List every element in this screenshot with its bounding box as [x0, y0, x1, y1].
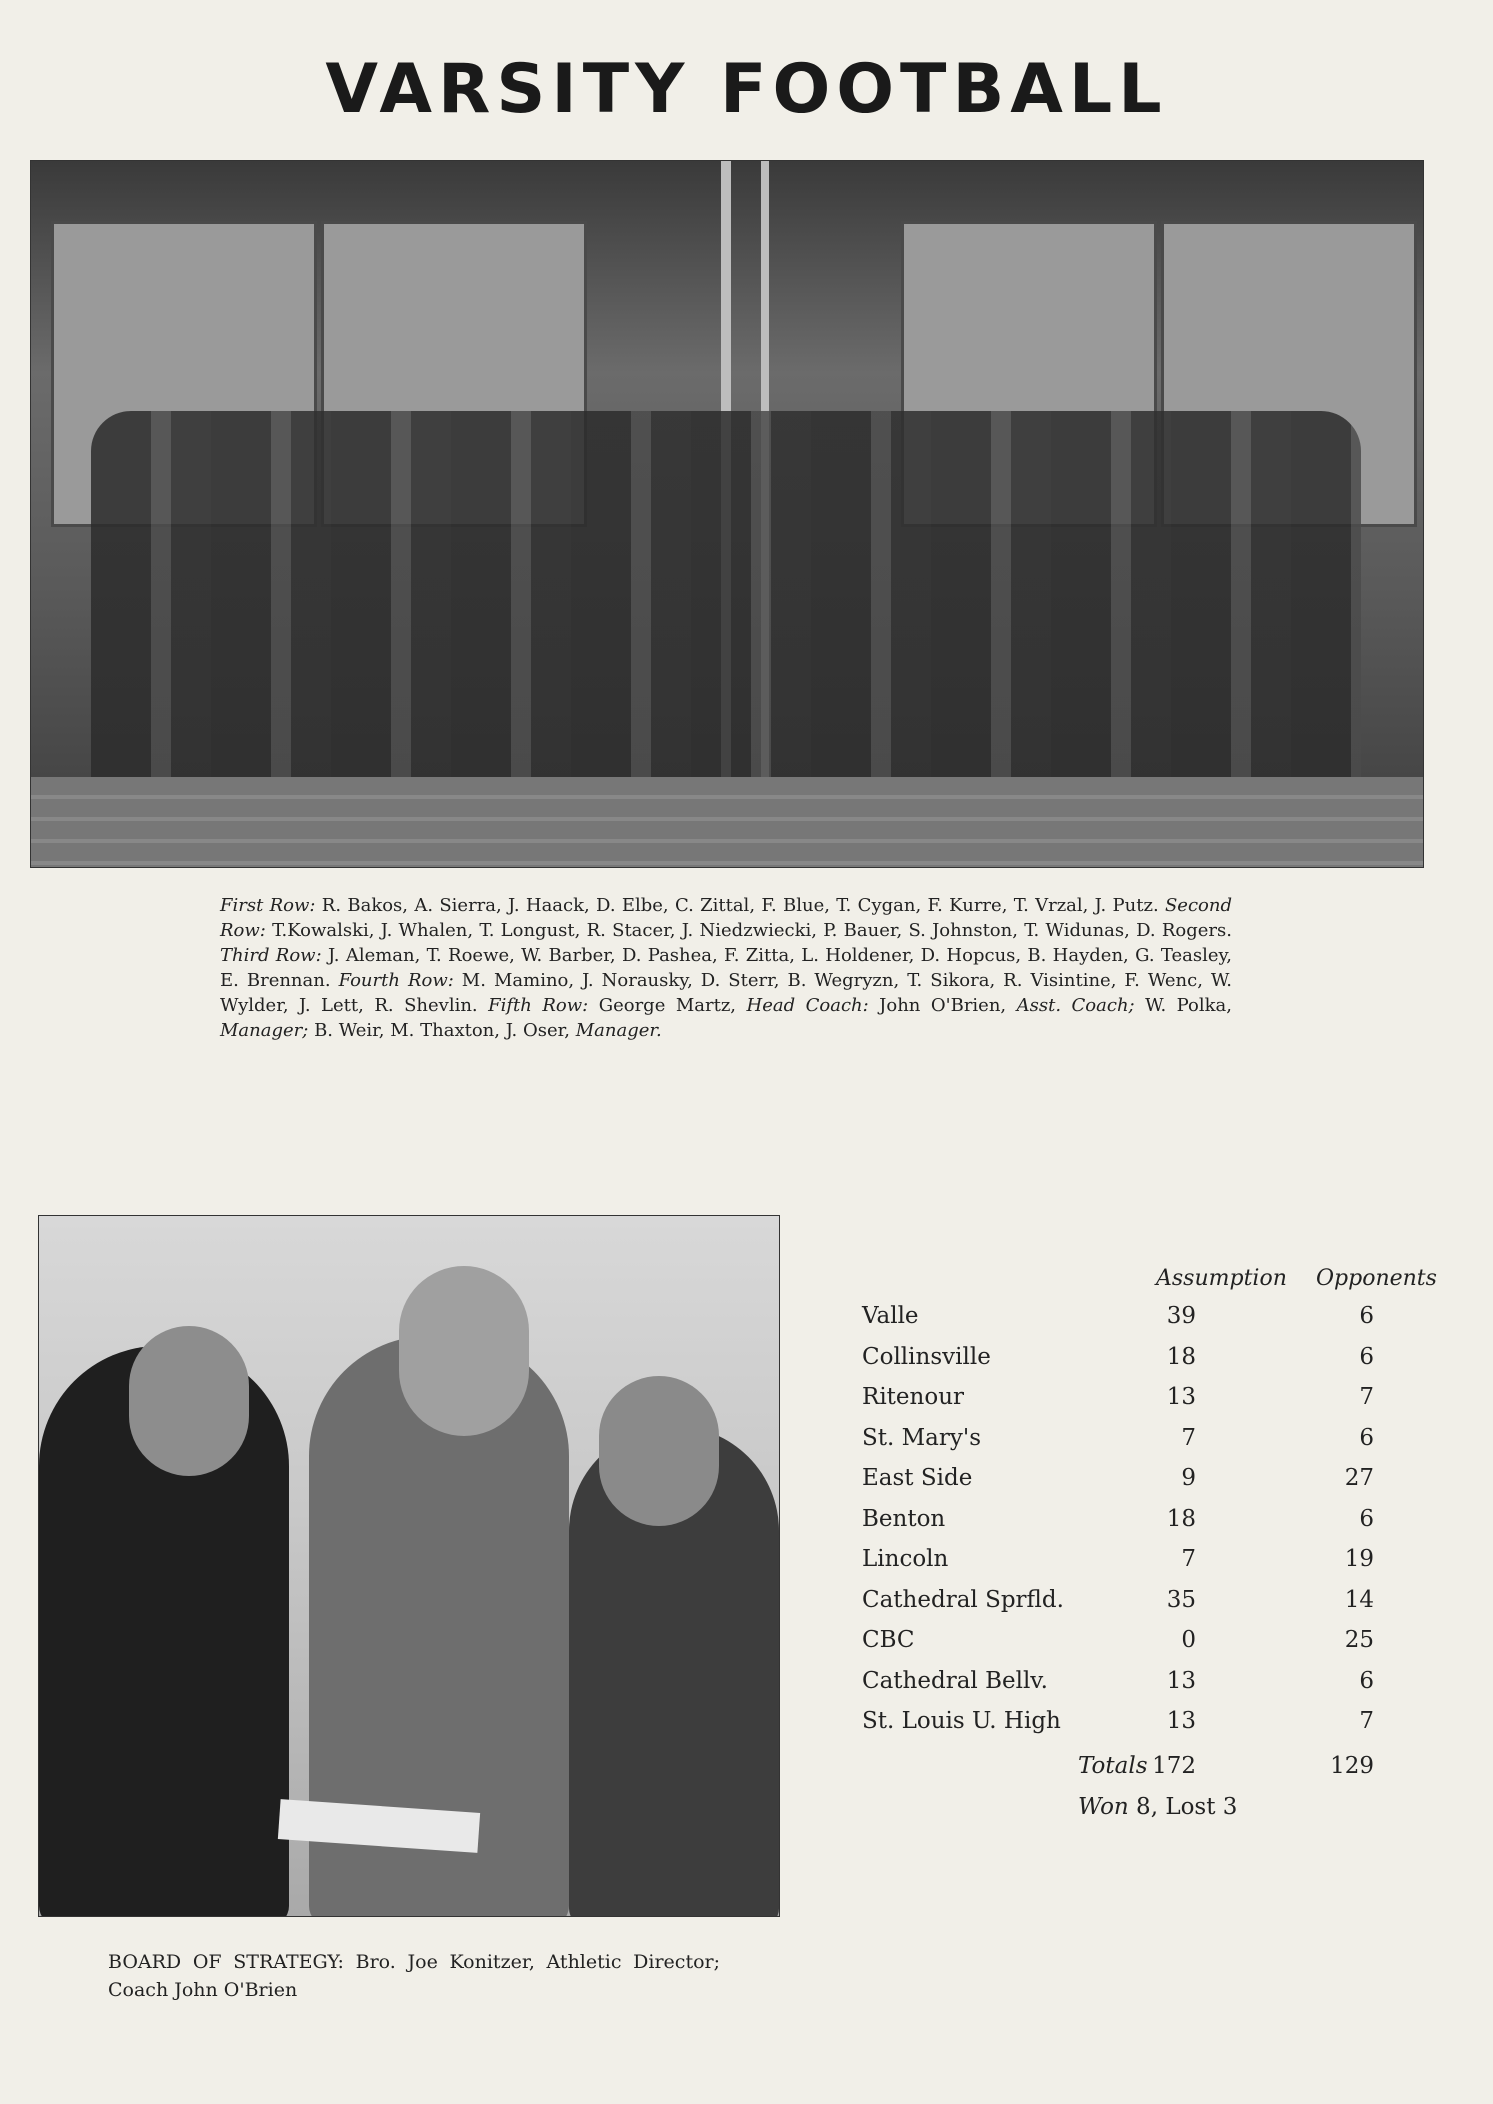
opponent-name: Benton: [862, 1505, 946, 1532]
opponent-name: St. Louis U. High: [862, 1708, 1061, 1734]
fifth-row-names-a: George Martz,: [588, 995, 747, 1016]
assumption-score: 18: [1166, 1505, 1196, 1532]
assumption-score: 7: [1181, 1424, 1196, 1451]
opponent-score: 27: [1344, 1465, 1374, 1491]
assumption-score: 39: [1166, 1303, 1196, 1329]
opponent-score: 6: [1359, 1667, 1374, 1694]
schedule-row: [862, 1384, 1406, 1425]
opponent-score: 6: [1359, 1343, 1374, 1370]
opponent-score: 6: [1359, 1424, 1374, 1451]
opponent-score: 7: [1359, 1384, 1374, 1410]
fifth-row-names-d: B. Weir, M. Thaxton, J. Oser,: [308, 1020, 576, 1041]
fifth-row-names-b: John O'Brien,: [868, 995, 1017, 1016]
assumption-score: 7: [1181, 1546, 1196, 1572]
opponent-score: 14: [1344, 1586, 1374, 1613]
second-row-names: T.Kowalski, J. Whalen, T. Longust, R. Stacer, J. Niedzwiecki, P. Bauer, S. Johnston, T. Widunas, D. Rogers.: [265, 920, 1232, 941]
assumption-score: 9: [1181, 1465, 1196, 1491]
first-row-label: First Row:: [220, 895, 316, 916]
opponent-score: 7: [1359, 1708, 1374, 1734]
schedule-row: [862, 1546, 1406, 1587]
opponent-score: 25: [1344, 1627, 1374, 1653]
assumption-score: 35: [1166, 1586, 1196, 1613]
schedule-row: [862, 1587, 1406, 1628]
page-title: VARSITY FOOTBALL: [325, 50, 1168, 129]
opponent-name: Ritenour: [862, 1384, 964, 1410]
fourth-row-names: M. Mamino, J. Norausky, D. Sterr, B. Wegryzn, T. Sikora, R. Visintine, F. Wenc, W. Wylder, J. Lett, R. Shevlin.: [220, 970, 1232, 1016]
record-text: 8, Lost 3: [1128, 1794, 1238, 1820]
opponent-name: St. Mary's: [862, 1424, 981, 1451]
schedule-row: [862, 1425, 1406, 1466]
fourth-row-label: Fourth Row:: [338, 970, 454, 991]
won-label: Won: [1078, 1794, 1129, 1820]
schedule-row: [862, 1708, 1406, 1749]
schedule-row: [862, 1668, 1406, 1709]
team-roster-caption: [220, 893, 1232, 1043]
asst-coach-label: Asst. Coach;: [1016, 995, 1135, 1016]
totals-label: Totals: [1078, 1753, 1148, 1779]
schedule-table: [862, 1303, 1406, 1749]
opponent-score: 19: [1344, 1546, 1374, 1572]
manager-label-2: Manager.: [575, 1020, 662, 1041]
assumption-score: 13: [1166, 1708, 1196, 1734]
staff-caption: BOARD OF STRATEGY: Bro. Joe Konitzer, Athletic Director; Coach John O'Brien: [108, 1951, 720, 2001]
fifth-row-label: Fifth Row:: [488, 995, 589, 1016]
first-row-names: R. Bakos, A. Sierra, J. Haack, D. Elbe, C. Zittal, F. Blue, T. Cygan, F. Kurre, T. Vrzal, J. Putz.: [315, 895, 1165, 916]
opponents-column-header: Opponents: [1316, 1266, 1437, 1291]
third-row-names: J. Aleman, T. Roewe, W. Barber, D. Pashea, F. Zitta, L. Holdener, D. Hopcus, B. Hayden, G. Teasley, E. Brennan.: [220, 945, 1232, 991]
opponent-name: Cathedral Sprfld.: [862, 1586, 1064, 1613]
opponent-name: Lincoln: [862, 1546, 949, 1572]
head-coach-label: Head Coach:: [746, 995, 869, 1016]
opponent-name: Valle: [862, 1303, 919, 1329]
opponent-name: East Side: [862, 1465, 973, 1491]
schedule-row: [862, 1627, 1406, 1668]
totals-opponents: 129: [1330, 1753, 1374, 1779]
second-row-label: Second Row:: [220, 895, 1232, 941]
third-row-label: Third Row:: [220, 945, 322, 966]
opponent-score: 6: [1359, 1303, 1374, 1329]
season-record: [1078, 1794, 1237, 1820]
schedule-row: [862, 1344, 1406, 1385]
assumption-score: 13: [1166, 1667, 1196, 1694]
assumption-score: 0: [1181, 1627, 1196, 1653]
staff-photo: [38, 1215, 780, 1917]
assumption-column-header: Assumption: [1156, 1266, 1287, 1291]
fifth-row-names-c: W. Polka,: [1134, 995, 1232, 1016]
schedule-row: [862, 1465, 1406, 1506]
totals-row: [862, 1753, 1406, 1793]
assumption-score: 13: [1166, 1384, 1196, 1410]
opponent-name: Collinsville: [862, 1343, 991, 1370]
schedule-row: [862, 1303, 1406, 1344]
team-photo: [30, 160, 1424, 868]
assumption-score: 18: [1166, 1343, 1196, 1370]
totals-assumption: 172: [1152, 1753, 1196, 1779]
opponent-name: CBC: [862, 1627, 915, 1653]
opponent-score: 6: [1359, 1505, 1374, 1532]
manager-label-1: Manager;: [220, 1020, 309, 1041]
opponent-name: Cathedral Bellv.: [862, 1667, 1048, 1694]
schedule-row: [862, 1506, 1406, 1547]
